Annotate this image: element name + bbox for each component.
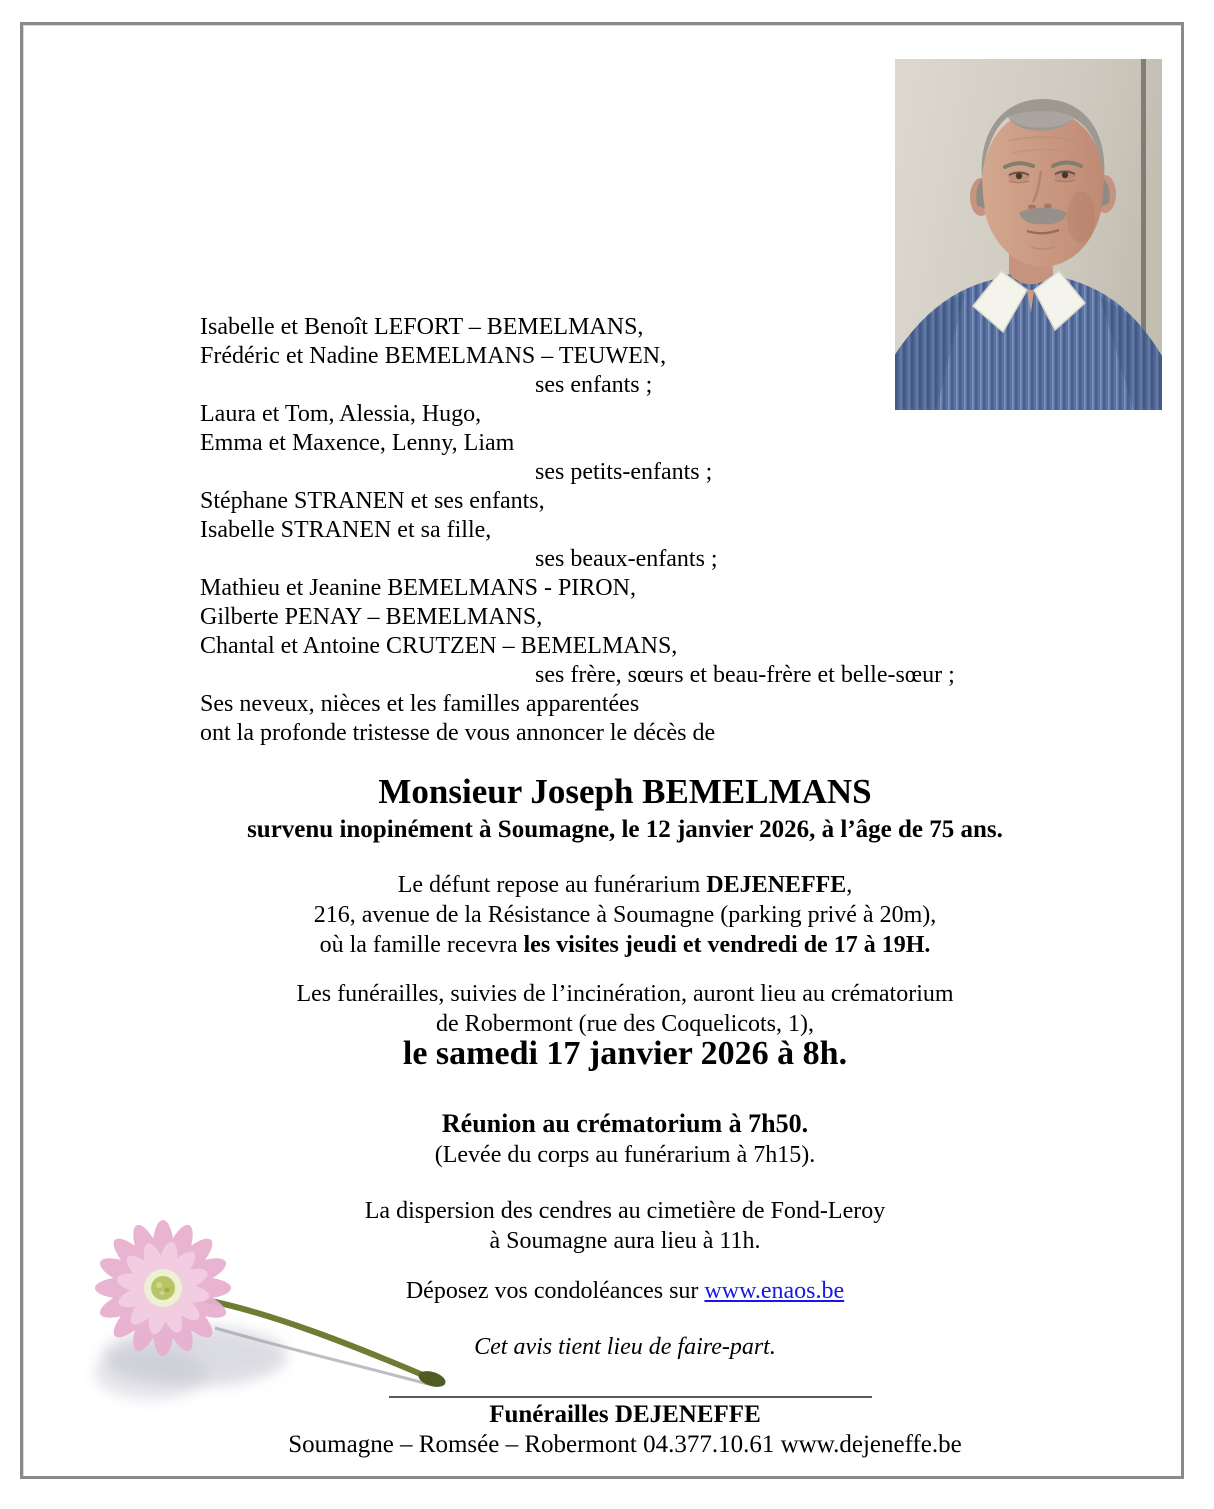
faire-part-notice: Cet avis tient lieu de faire-part. — [474, 1334, 776, 1360]
family-line: Stéphane STRANEN et ses enfants, — [200, 488, 545, 514]
family-line: Chantal et Antoine CRUTZEN – BEMELMANS, — [200, 633, 678, 659]
repose-line-1-text: Le défunt repose au funérarium — [397, 872, 707, 898]
meeting-time: Réunion au crématorium à 7h50. — [441, 1109, 809, 1138]
family-line: Ses neveux, nièces et les familles apparentées — [200, 691, 640, 717]
death-details: survenu inopinément à Soumagne, le 12 janvier 2026, à l’âge de 75 ans. — [247, 816, 1003, 843]
repose-line-1 — [180, 870, 1070, 900]
funeral-home-contact: Soumagne – Romsée – Robermont 04.377.10.61 www.dejeneffe.be — [288, 1431, 962, 1458]
family-line: Frédéric et Nadine BEMELMANS – TEUWEN, — [200, 343, 667, 369]
family-line: Emma et Maxence, Lenny, Liam — [200, 430, 515, 456]
funeral-home-name: DEJENEFFE — [706, 872, 847, 898]
deceased-name: Monsieur Joseph BEMELMANS — [378, 772, 872, 811]
repose-line-2: 216, avenue de la Résistance à Soumagne (parking privé à 20m), — [313, 902, 937, 928]
repose-line-3 — [180, 930, 1070, 960]
family-announcement-list — [200, 313, 1060, 748]
enaos-link[interactable]: www.enaos.be — [704, 1278, 845, 1304]
family-line: Mathieu et Jeanine BEMELMANS - PIRON, — [200, 575, 636, 601]
flower-image — [30, 1188, 460, 1428]
funeral-home-footer: Funérailles DEJENEFFE — [489, 1401, 761, 1428]
visiting-hours: les visites jeudi et vendredi de 17 à 19H. — [523, 932, 931, 958]
dispersion-line-2: à Soumagne aura lieu à 11h. — [489, 1228, 761, 1254]
family-line: Isabelle et Benoît LEFORT – BEMELMANS, — [200, 314, 644, 340]
funeral-line-1: Les funérailles, suivies de l’incinération, auront lieu au crématorium — [296, 981, 954, 1007]
relation-line: ses beaux-enfants ; — [535, 546, 718, 572]
funeral-date: le samedi 17 janvier 2026 à 8h. — [402, 1035, 848, 1072]
relation-line: ses petits-enfants ; — [535, 459, 713, 485]
family-line: ont la profonde tristesse de vous annoncer le décès de — [200, 720, 716, 746]
body-removal-time: (Levée du corps au funérarium à 7h15). — [434, 1142, 816, 1168]
repose-line-1-suffix: , — [846, 872, 853, 898]
funeral-paragraph — [180, 979, 1070, 1039]
family-line: Isabelle STRANEN et sa fille, — [200, 517, 492, 543]
funeral-line-2: de Robermont (rue des Coquelicots, 1), — [436, 1011, 814, 1037]
condolences-text: Déposez vos condoléances sur — [405, 1278, 705, 1304]
family-line: Laura et Tom, Alessia, Hugo, — [200, 401, 482, 427]
flower-illustration — [30, 1188, 460, 1428]
repose-paragraph — [180, 870, 1070, 960]
dispersion-line-1: La dispersion des cendres au cimetière de Fond-Leroy — [364, 1198, 886, 1224]
relation-line: ses enfants ; — [535, 372, 653, 398]
family-line: Gilberte PENAY – BEMELMANS, — [200, 604, 543, 630]
footer-separator — [389, 1396, 872, 1398]
repose-line-3-text: où la famille recevra — [319, 932, 524, 958]
relation-line: ses frère, sœurs et beau-frère et belle-sœur ; — [535, 662, 955, 688]
